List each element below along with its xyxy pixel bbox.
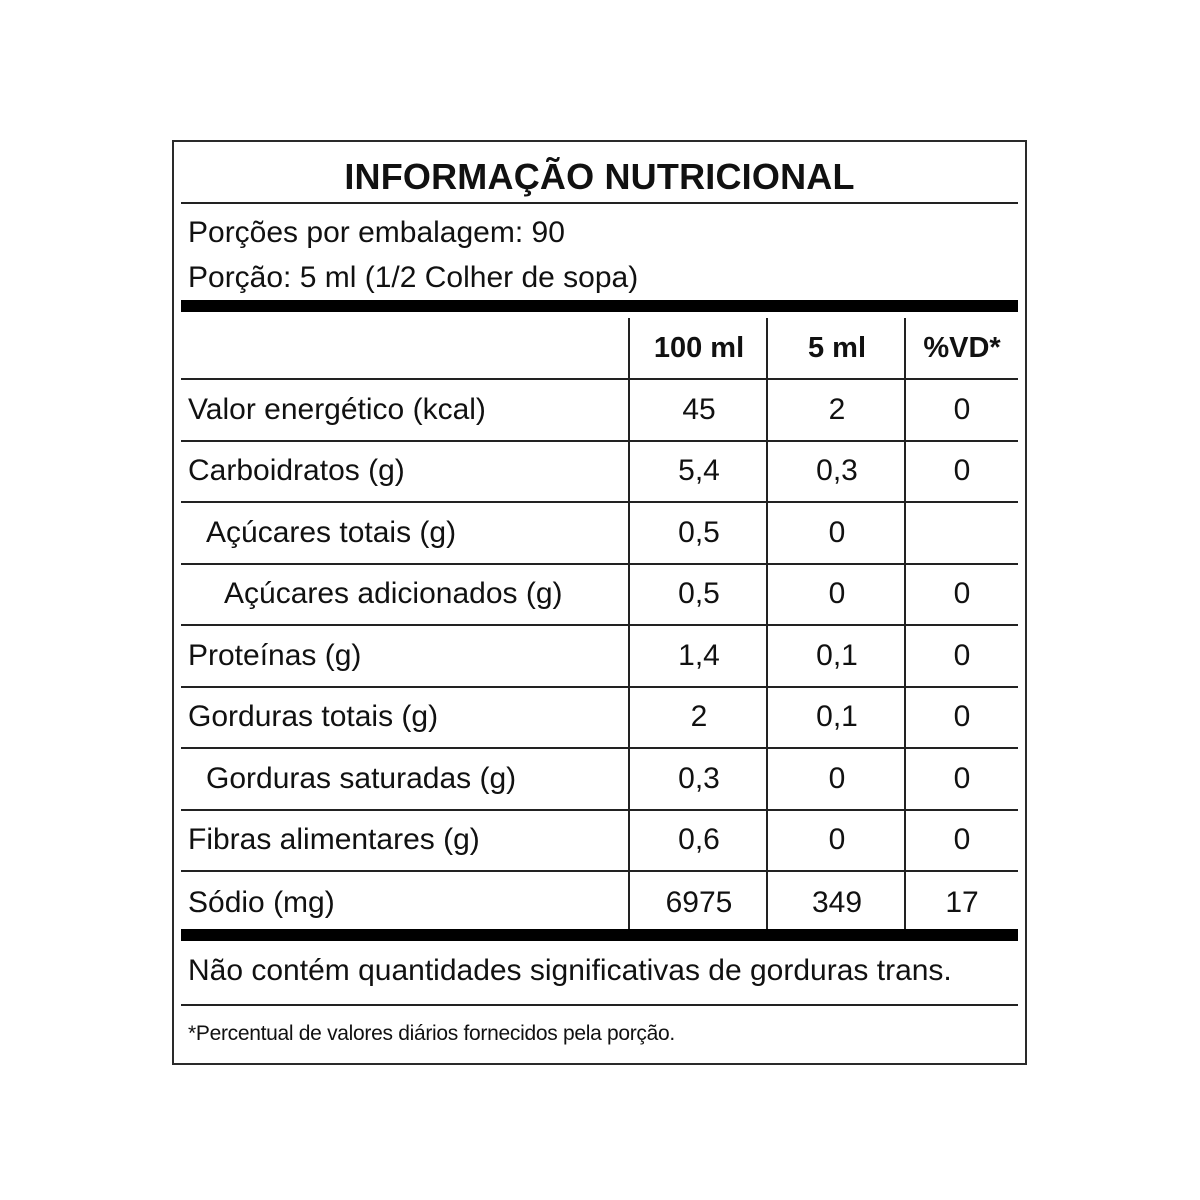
table-row [181,688,1018,750]
value-5ml: 0 [766,811,906,871]
nutrient-name: Valor energético (kcal) [188,392,486,426]
value-5ml: 0,1 [766,688,906,748]
value-5ml: 0 [766,565,906,625]
value-vd: 0 [904,442,1018,502]
divider-footnote [181,1004,1018,1006]
value-5ml: 0 [766,503,906,563]
table-row [181,749,1018,811]
portions-per-package: Porções por embalagem: 90 [188,216,565,249]
nutrient-name: Açúcares adicionados (g) [224,577,563,611]
value-vd: 0 [904,749,1018,809]
nutrient-name: Carboidratos (g) [188,454,405,488]
value-100ml: 0,3 [628,749,768,809]
header-100ml: 100 ml [628,318,768,378]
table-row [181,380,1018,442]
table-row [181,626,1018,688]
value-100ml: 0,6 [628,811,768,871]
table-row [181,872,1018,934]
value-100ml: 0,5 [628,565,768,625]
value-5ml: 2 [766,380,906,440]
table-row [181,503,1018,565]
table-row [181,442,1018,504]
table-header-row [181,318,1018,380]
value-vd: 0 [904,688,1018,748]
nutrition-label [172,140,1027,1065]
nutrient-name: Sódio (mg) [188,885,335,919]
header-vd: %VD* [904,318,1018,378]
trans-fat-note: Não contém quantidades significativas de gorduras trans. [188,954,952,987]
value-vd: 0 [904,626,1018,686]
value-vd: 17 [904,872,1018,934]
nutrition-table [181,318,1018,934]
nutrient-name: Fibras alimentares (g) [188,823,480,857]
nutrient-name: Gorduras saturadas (g) [206,761,517,795]
value-vd [904,503,1018,563]
divider [181,202,1018,204]
table-body [181,380,1018,934]
value-5ml: 0,1 [766,626,906,686]
header-nutrient [188,318,628,378]
value-vd: 0 [904,811,1018,871]
value-100ml: 6975 [628,872,768,934]
value-100ml: 45 [628,380,768,440]
value-vd: 0 [904,380,1018,440]
header-5ml: 5 ml [766,318,906,378]
value-vd: 0 [904,565,1018,625]
label-title: INFORMAÇÃO NUTRICIONAL [344,156,855,197]
thick-divider [181,300,1018,312]
value-5ml: 0,3 [766,442,906,502]
table-row [181,565,1018,627]
thick-divider-bottom [181,929,1018,941]
nutrient-name: Açúcares totais (g) [206,515,457,549]
table-row [181,811,1018,873]
portion-size: Porção: 5 ml (1/2 Colher de sopa) [188,261,639,294]
nutrient-name: Proteínas (g) [188,638,362,672]
value-100ml: 0,5 [628,503,768,563]
value-100ml: 1,4 [628,626,768,686]
nutrient-name: Gorduras totais (g) [188,700,439,734]
value-5ml: 349 [766,872,906,934]
value-100ml: 2 [628,688,768,748]
value-100ml: 5,4 [628,442,768,502]
value-5ml: 0 [766,749,906,809]
footnote: *Percentual de valores diários fornecidos pela porção. [188,1022,675,1045]
